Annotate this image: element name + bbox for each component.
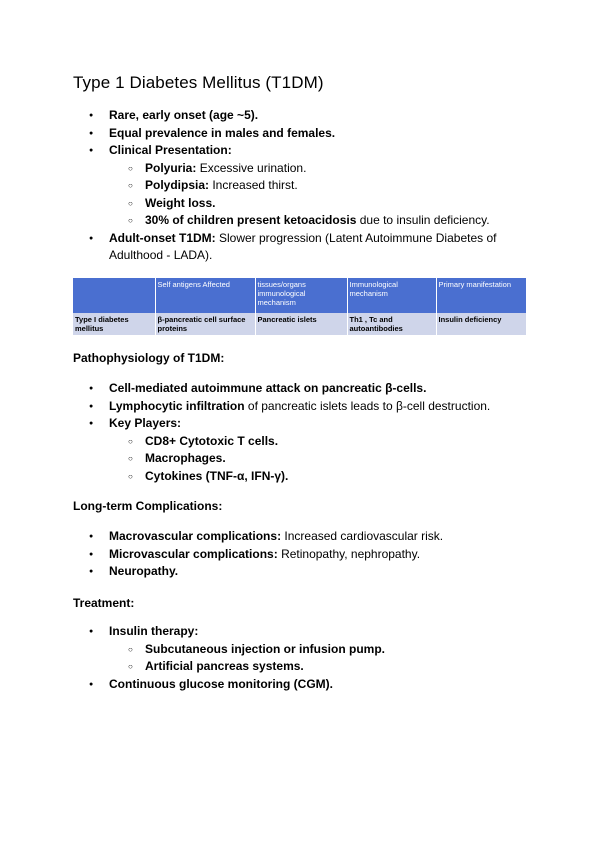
list-item: ○ Subcutaneous injection or infusion pump. xyxy=(73,641,543,659)
list-item: ● Clinical Presentation: xyxy=(73,142,533,160)
page-title: Type 1 Diabetes Mellitus (T1DM) xyxy=(73,73,324,92)
list-item xyxy=(73,212,533,230)
item-text: Excessive urination. xyxy=(196,160,307,175)
list-item: ○ Macrophages. xyxy=(73,450,543,468)
item-label: 30% of children present ketoacidosis xyxy=(145,213,357,227)
table-header-row xyxy=(73,278,526,313)
list-item xyxy=(73,195,533,213)
item-label: Microvascular complications: xyxy=(109,546,278,561)
table-cell: β-pancreatic cell surface proteins xyxy=(155,313,255,335)
table-cell: Pancreatic islets xyxy=(255,313,347,335)
list-item: ● Cell-mediated autoimmune attack on pancreatic β-cells. xyxy=(73,380,543,398)
antigen-table xyxy=(73,278,526,335)
item-label: Lymphocytic infiltration xyxy=(109,398,245,413)
list-item xyxy=(73,160,533,178)
item-label: Adult-onset T1DM: xyxy=(109,230,216,245)
pathophysiology-list xyxy=(73,380,543,485)
item-text: Retinopathy, nephropathy. xyxy=(277,546,421,561)
table-cell: Insulin deficiency xyxy=(436,313,526,335)
list-item: ○ Artificial pancreas systems. xyxy=(73,658,543,676)
treatment-list xyxy=(73,623,543,693)
item-text: of pancreatic islets leads to β-cell destruction. xyxy=(244,398,491,413)
list-item xyxy=(73,546,543,564)
item-text: due to insulin deficiency. xyxy=(356,213,490,227)
table-header-cell xyxy=(73,278,155,313)
list-item xyxy=(73,563,543,581)
complications-heading: Long-term Complications: xyxy=(73,499,223,513)
list-item xyxy=(73,230,533,265)
table-header-cell: Self antigens Affected xyxy=(155,278,255,313)
item-text: Slower progression (Latent Autoimmune Diabetes of Adulthood - LADA). xyxy=(109,230,497,262)
list-item: ● Key Players: xyxy=(73,415,543,433)
item-label: Weight loss. xyxy=(145,195,216,210)
item-text: Increased cardiovascular risk. xyxy=(281,529,444,543)
table-cell: Type I diabetes mellitus xyxy=(73,313,155,335)
table-header-cell: Primary manifestation xyxy=(436,278,526,313)
table-cell: Th1 , Tc and autoantibodies xyxy=(347,313,436,335)
list-item: ● Equal prevalence in males and females. xyxy=(73,125,533,143)
list-item: ○ Cytokines (TNF-α, IFN-γ). xyxy=(73,468,543,486)
list-item: ● Insulin therapy: xyxy=(73,623,543,641)
list-item: ● Continuous glucose monitoring (CGM). xyxy=(73,676,543,694)
list-item xyxy=(73,528,543,546)
item-text: Increased thirst. xyxy=(209,178,298,192)
treatment-heading: Treatment: xyxy=(73,596,135,610)
pathophysiology-heading: Pathophysiology of T1DM: xyxy=(73,351,225,365)
list-item xyxy=(73,398,543,416)
table-header-cell: tissues/organs immunological mechanism xyxy=(255,278,347,313)
item-label: Neuropathy. xyxy=(109,564,179,578)
list-item: ○ CD8+ Cytotoxic T cells. xyxy=(73,433,543,451)
table-header-cell: Immunological mechanism xyxy=(347,278,436,313)
table-row xyxy=(73,313,526,335)
list-item: ● Rare, early onset (age ~5). xyxy=(73,107,533,125)
list-item xyxy=(73,177,533,195)
item-label: Polydipsia: xyxy=(145,178,210,192)
overview-list xyxy=(73,107,533,265)
complications-list xyxy=(73,528,543,581)
item-label: Polyuria: xyxy=(145,160,197,175)
item-label: Macrovascular complications: xyxy=(109,529,282,543)
